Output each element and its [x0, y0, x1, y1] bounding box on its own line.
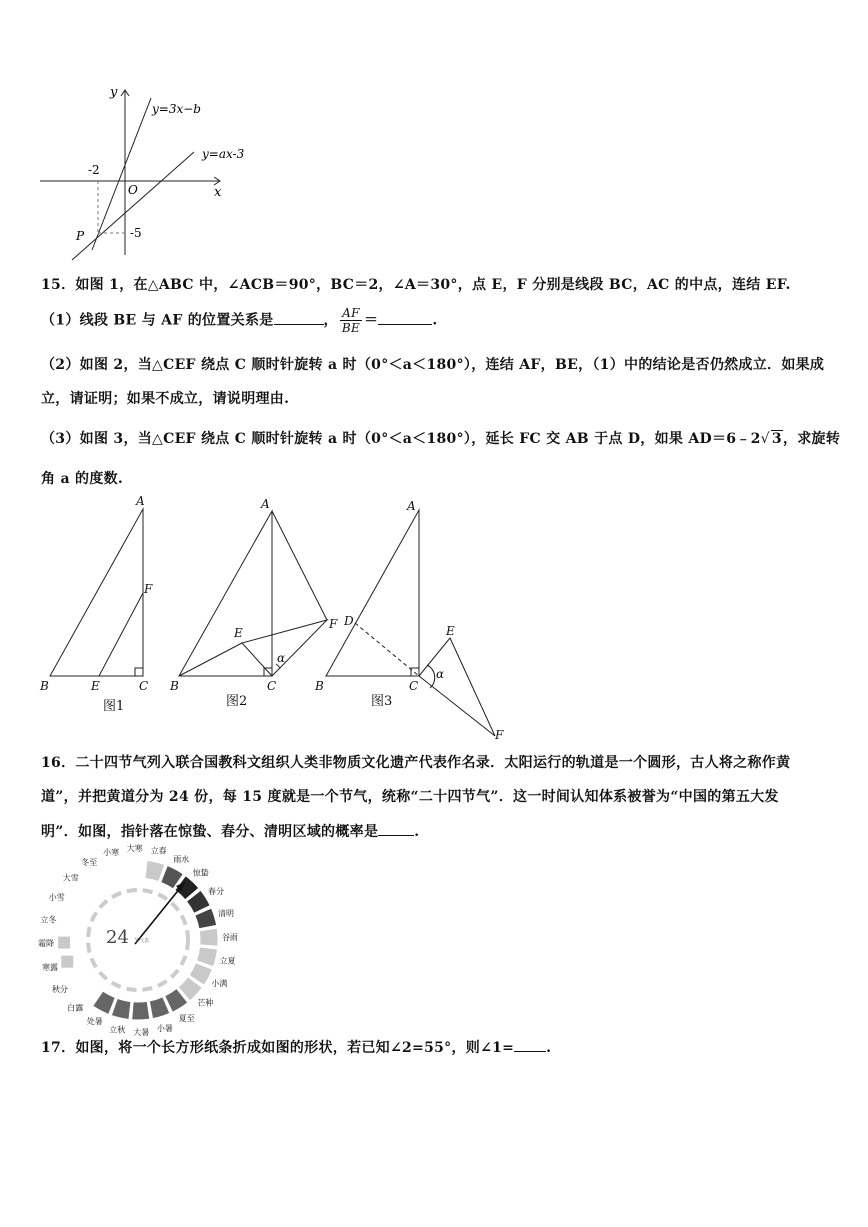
wheel-segment: [93, 991, 116, 1014]
solar-term-label: 夏至: [178, 1014, 195, 1024]
solar-term-label: 清明: [217, 909, 234, 919]
spinner-pointer: [135, 882, 185, 944]
answer-blank-3: [378, 823, 414, 836]
q15-part3-suffix: ，求旋转: [782, 431, 841, 447]
solar-term-label: 立春: [150, 846, 167, 856]
fig3-label-d: D: [344, 614, 354, 628]
line1-label: y=3x−b: [152, 102, 201, 116]
fig3-label-a: A: [407, 499, 416, 513]
fig1-label-e: E: [91, 679, 100, 693]
q15-stem: 15．如图 1，在△ABC 中，∠ACB＝90°，BC＝2，∠A＝30°，点 E，F 分别是线段 BC，AC 的中点，连结 EF.: [41, 277, 791, 293]
solar-term-label: 芒种: [197, 998, 214, 1008]
q16-line2: 道”，并把黄道分为 24 份，每 15 度就是一个节气，统称“二十四节气”．这一时间认知体系被誉为“中国的第五大发: [41, 789, 779, 805]
solar-term-label: 惊蛰: [192, 868, 209, 878]
answer-blank-1: [274, 312, 324, 325]
sqrt-radicand: 3: [771, 431, 782, 447]
fraction-numerator: AF: [340, 306, 362, 321]
wheel-segment: [61, 956, 73, 968]
fig1-caption: 图1: [103, 699, 125, 714]
solar-term-label: 小满: [211, 979, 228, 989]
solar-term-label: 大雪: [62, 873, 79, 883]
fig2-label-f: F: [329, 617, 338, 631]
q16-line3-end: .: [414, 824, 420, 840]
fig1-label-f: F: [144, 582, 153, 596]
answer-blank-4: [514, 1039, 546, 1052]
neg2-label: -2: [88, 163, 100, 177]
solar-term-label: 霜降: [38, 939, 55, 949]
linear-functions-graph: [30, 80, 260, 260]
fig2-label-e: E: [234, 626, 243, 640]
q17-text-end: .: [546, 1040, 552, 1056]
fig2-label-b: B: [170, 679, 179, 693]
fig2-label-a: A: [261, 497, 270, 511]
q16-line3: [41, 821, 419, 841]
wheel-segment: [199, 928, 218, 946]
wheel-center-caption: 节气表: [134, 938, 150, 944]
q15-part1-end: .: [432, 312, 438, 329]
solar-term-label: 小雪: [48, 892, 65, 902]
q17-text: [41, 1037, 551, 1057]
fig1-label-b: B: [40, 679, 49, 693]
q15-part3-line1: （3）如图 3，当△CEF 绕点 C 顺时针旋转 a 时（0°＜a＜180°），延长 FC 交 AB 于点 D，如果 AD＝6﹣2√ 3，求旋转: [41, 431, 841, 447]
wheel-center-number: 24: [106, 927, 129, 948]
solar-term-label: 处暑: [86, 1017, 103, 1027]
fig2-caption: 图2: [226, 694, 248, 709]
fig2-label-c: C: [267, 679, 277, 693]
q15-part1: （1）线段 BE 与 AF 的位置关系是 ， $\frac{AF}{BE}$ ＝ .: [41, 306, 438, 335]
equals-sign: ＝: [364, 312, 379, 329]
fraction-denominator: BE: [341, 321, 361, 335]
point-p-label: P: [76, 229, 85, 243]
q15-part2-line1: （2）如图 2，当△CEF 绕点 C 顺时针旋转 a 时（0°＜a＜180°），连结 AF，BE，（1）中的结论是否仍然成立．如果成: [41, 357, 825, 373]
fig3-label-alpha: α: [436, 667, 445, 681]
solar-term-label: 秋分: [51, 984, 68, 994]
fig1-label-a: A: [136, 494, 145, 508]
solar-term-label: 大暑: [133, 1027, 150, 1037]
fig3-label-c: C: [409, 679, 419, 693]
origin-label: O: [128, 183, 138, 197]
fig3-label-e: E: [446, 624, 455, 638]
solar-term-label: 大寒: [126, 844, 143, 854]
solar-term-label: 白露: [67, 1003, 84, 1013]
line2-label: y=ax-3: [202, 147, 245, 161]
q15-part2-line2: 立，请证明；如果不成立，请说明理由.: [41, 391, 290, 407]
solar-term-label: 春分: [208, 887, 225, 897]
fig2-label-alpha: α: [277, 651, 286, 665]
q15-part3-prefix: （3）如图 3，当△CEF 绕点 C 顺时针旋转 a 时（0°＜a＜180°），延长 FC 交 AB 于点 D，如果 AD＝6﹣2: [41, 431, 761, 447]
solar-term-label: 立秋: [109, 1025, 126, 1035]
solar-term-label: 立夏: [219, 956, 236, 966]
fig3-caption: 图3: [371, 694, 393, 709]
q17-text-prefix: 17．如图，将一个长方形纸条折成如图的形状，若已知∠2=55°，则∠1=: [41, 1040, 515, 1056]
y-axis-label: y: [110, 85, 118, 100]
q15-part3-line2: 角 a 的度数.: [41, 471, 124, 487]
fig3-label-b: B: [315, 679, 324, 693]
fig1-label-c: C: [139, 679, 149, 693]
solar-term-label: 寒露: [42, 962, 59, 972]
q16-line3-prefix: 明”．如图，指针落在惊蛰、春分、清明区域的概率是: [41, 824, 379, 840]
solar-term-label: 冬至: [81, 857, 98, 867]
fig3-label-f: F: [495, 728, 504, 742]
q16-line1: 16．二十四节气列入联合国教科文组织人类非物质文化遗产代表作名录．太阳运行的轨道是一个圆形，古人将之称作黄: [41, 755, 791, 771]
neg5-label: -5: [130, 226, 142, 240]
solar-term-label: 小暑: [156, 1023, 173, 1033]
wheel-segment: [132, 1001, 150, 1020]
wheel-segment: [58, 937, 70, 949]
solar-term-label: 立冬: [40, 915, 57, 925]
solar-terms-wheel: [38, 844, 248, 1037]
fraction-af-be: [340, 306, 362, 335]
q15-part1-prefix: （1）线段 BE 与 AF 的位置关系是: [41, 312, 274, 329]
x-axis-label: x: [214, 185, 222, 200]
solar-term-label: 谷雨: [221, 932, 238, 942]
solar-term-label: 雨水: [173, 854, 190, 864]
solar-term-label: 小寒: [103, 848, 120, 858]
answer-blank-2: [378, 312, 432, 325]
triangle-figures: [30, 492, 540, 742]
